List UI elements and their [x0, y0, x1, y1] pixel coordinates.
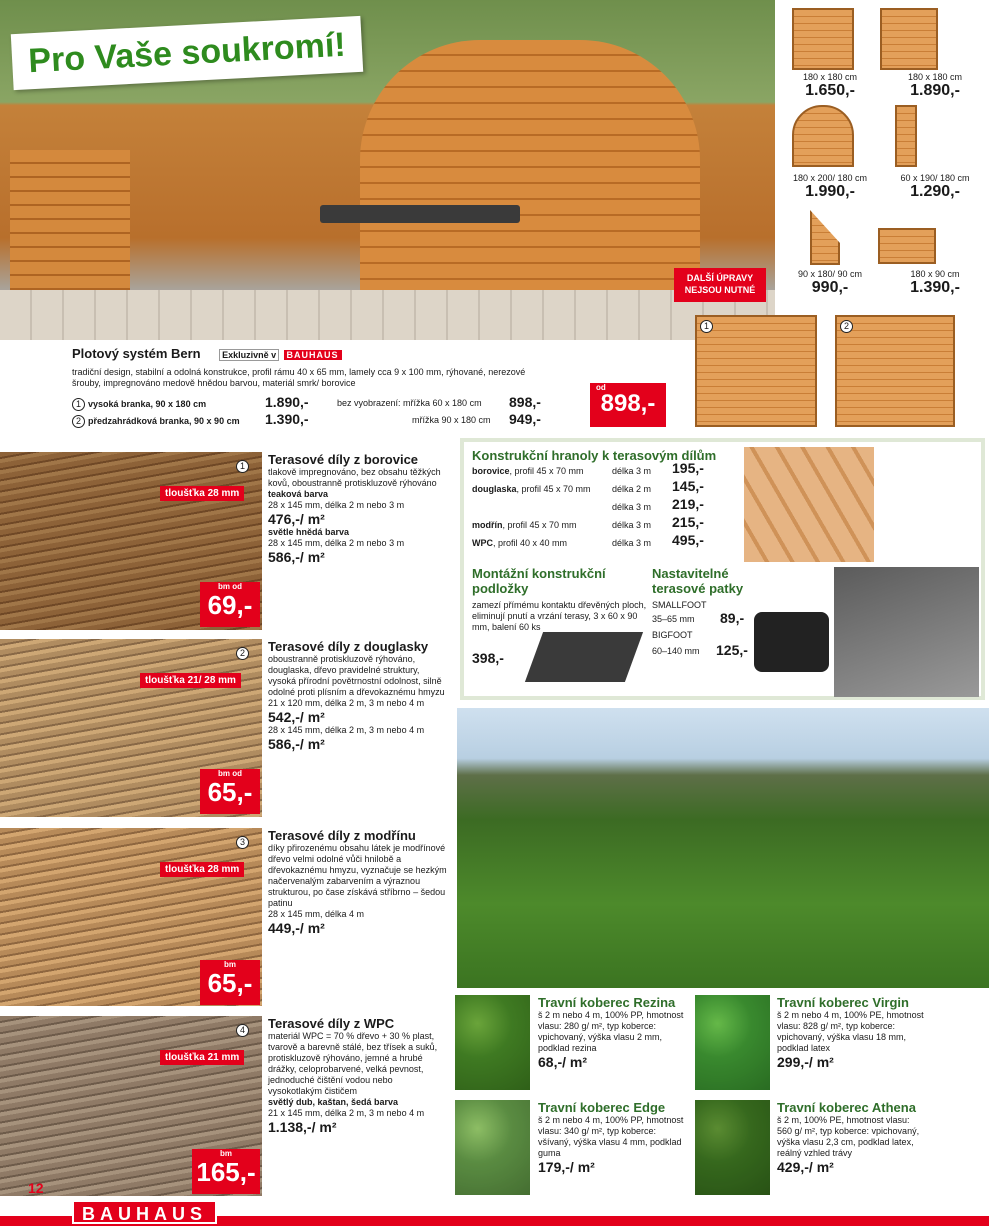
deck-price-badge: bm od 65,-: [200, 769, 260, 814]
bern-alt-price: 898,-: [509, 394, 541, 410]
fence-gate: [10, 150, 130, 310]
bern-description: tradiční design, stabilní a odolná konstrukce, profil rámu 40 x 65 mm, lamely cca 9 x 100 mm, rýhované, nerezové šrouby, impregnováno medově hnědou barvou, materiál smrk/ borovice: [72, 367, 526, 388]
deck-title: Terasové díly z borovice: [268, 452, 419, 467]
carpet-2: Travní koberec Virgin š 2 m nebo 4 m, 100% PE, hmotnost vlasu: 828 g/ m², typ koberce: vpichovaný, výška vlasu 18 mm, podklad latex 299,-/ m²: [777, 995, 924, 1070]
carpet-photo-1: [455, 995, 530, 1090]
bern-alt: bez vyobrazení: mřížka 60 x 180 cm: [337, 398, 482, 408]
deck-card-2: 2 tloušťka 21/ 28 mm bm od 65,- Terasové díly z douglasky oboustranně protiskluzově rýhováno, douglaska, dřevo pravidelné struktury, vysoká přírodní povětrnostní odolnost, silně odolné proti plísním a dřevokaznému hmyzu 21 x 120 mm, délka 2 m, 3 m nebo 4 m 542,-/ m² 28 x 145 mm, délka 2 m, 3 m nebo 4 m 586,-/ m²: [0, 639, 450, 819]
bern-item-2: 2 předzahrádková branka, 90 x 90 cm: [72, 415, 240, 428]
carpet-3: Travní koberec Edge š 2 m nebo 4 m, 100% PP, hmotnost vlasu: 340 g/ m², typ koberce: všívaný, výška vlasu 4 mm, podklad guma 179,-/ m²: [538, 1100, 684, 1175]
fence-price: 990,-: [811, 279, 849, 296]
fence-swatch: [792, 8, 854, 70]
thickness-badge: tloušťka 21 mm: [160, 1050, 244, 1065]
thickness-badge: tloušťka 28 mm: [160, 486, 244, 501]
deck-price-badge: bm od 69,-: [200, 582, 260, 627]
pads-photo: [525, 632, 643, 682]
accessories-box: Konstrukční hranoly k terasovým dílům borovice, profil 45 x 70 mm délka 3 m 195,- douglaska, profil 45 x 70 mm délka 2 m 145,- délka 3 m 219,- modřín, profil 45 x 70 mm délka 3 m 215,- WPC, profil 40 x 40 mm délka 3 m 495,- Montážní konstrukční podložky zamezí přímému kontaktu dřevěných ploch, eliminují pnutí a vrzání terasy, 3 x 60 x 90 mm, balení 60 ks 398,- Nastavitelné terasové patky SMALLFOOT 35–65 mm 89,- BIGFOOT 60–140 mm 125,-: [460, 438, 985, 700]
fence-size: 180 x 180 cm: [907, 72, 963, 82]
fence-price: 1.890,-: [910, 82, 960, 99]
deck-feet-photo: [834, 567, 979, 697]
bern-alt2: mřížka 90 x 180 cm: [412, 415, 491, 425]
thickness-badge: tloušťka 28 mm: [160, 862, 244, 877]
fence-price: 1.650,-: [805, 82, 855, 99]
bern-title: Plotový systém Bern: [72, 346, 201, 361]
deck-title: Terasové díly z douglasky: [268, 639, 429, 654]
feet-photo: [754, 612, 829, 672]
bern-price-1: 1.890,-: [265, 394, 309, 410]
exclusive-label: Exkluzivně v: [219, 349, 279, 361]
deck-card-1: 1 tloušťka 28 mm bm od 69,- Terasové díly z borovice tlakově impregnováno, bez obsahu těžkých kovů, oboustranně protiskluzově rýhováno teaková barva 28 x 145 mm, délka 2 m nebo 3 m 476,-/ m² světle hnědá barva 28 x 145 mm, délka 2 m nebo 3 m 586,-/ m²: [0, 452, 450, 632]
beams-photo: [744, 447, 874, 562]
fence-swatch: [792, 105, 854, 167]
carpet-photo-4: [695, 1100, 770, 1195]
page-number: 12: [28, 1180, 44, 1196]
gate-photo-2: [835, 315, 955, 427]
bauhaus-footer-logo: BAUHAUS: [72, 1200, 217, 1224]
fence-size: 60 x 190/ 180 cm: [900, 173, 970, 183]
fence-price: 1.990,-: [805, 183, 855, 200]
bern-item-1: 1 vysoká branka, 90 x 180 cm: [72, 398, 206, 411]
fence-size: 180 x 200/ 180 cm: [792, 173, 868, 183]
fence-swatch: [878, 228, 936, 264]
gate-number: 2: [840, 320, 853, 333]
pads-title: Montážní konstrukční podložky: [472, 566, 606, 596]
deck-price-badge: bm 165,-: [192, 1149, 260, 1194]
carpet-4: Travní koberec Athena š 2 m, 100% PE, hmotnost vlasu: 560 g/ m², typ koberce: vpichovaný, výška vlasu 2,3 cm, podklad latex, reálný vzhled trávy 429,-/ m²: [777, 1100, 920, 1175]
beams-title: Konstrukční hranoly k terasovým dílům: [472, 448, 717, 463]
bern-alt2-price: 949,-: [509, 411, 541, 427]
fence-panel: [360, 40, 700, 310]
bauhaus-logo: BAUHAUS: [284, 350, 342, 360]
fence-swatch: [880, 8, 938, 70]
fence-swatch: [810, 210, 840, 265]
fence-price: 1.290,-: [910, 183, 960, 200]
fence-size: 90 x 180/ 90 cm: [797, 269, 863, 279]
lawn-photo: [457, 708, 989, 988]
fence-price: 1.390,-: [910, 279, 960, 296]
gate-photo-1: [695, 315, 817, 427]
deck-card-4: 4 tloušťka 21 mm bm 165,- Terasové díly z WPC materiál WPC = 70 % dřevo + 30 % plast, tvarově a barevně stálé, bez třísek a suků, protiskluzově rýhováno, jemné a hrubé drážky, celoprobarvené, velká pevnost, jednoduché čištění vodou nebo vysokotlakým čističem světlý dub, kaštan, šedá barva 21 x 145 mm, délka 2 m, 3 m nebo 4 m 1.138,-/ m²: [0, 1016, 450, 1196]
carpet-photo-2: [695, 995, 770, 1090]
deck-price-badge: bm 65,-: [200, 960, 260, 1005]
deck-floor: [0, 290, 775, 340]
garden-table: [320, 205, 520, 223]
gate-number: 1: [700, 320, 713, 333]
bern-price-2: 1.390,-: [265, 411, 309, 427]
fence-options: [780, 0, 989, 310]
fence-swatch: [895, 105, 917, 167]
deck-title: Terasové díly z WPC: [268, 1016, 395, 1031]
bern-section: [72, 345, 632, 389]
feet-title: Nastavitelné terasové patky: [652, 566, 744, 596]
bern-from-badge: od 898,-: [590, 383, 666, 427]
deck-card-3: 3 tloušťka 28 mm bm 65,- Terasové díly z modřínu díky přirozenému obsahu látek je modřínové dřevo velmi odolné vůči hnilobě a dřevokaznému hmyzu, vyznačuje se hezkým načervenalým zabarvením a výraznou strukturou, po čase získává stříbrno – šedou patinu 28 x 145 mm, délka 4 m 449,-/ m²: [0, 828, 450, 1008]
thickness-badge: tloušťka 21/ 28 mm: [140, 673, 241, 688]
carpet-1: Travní koberec Rezina š 2 m nebo 4 m, 100% PP, hmotnost vlasu: 280 g/ m², typ koberce: vpichovaný, výška vlasu 2 mm, podklad rezina 68,-/ m²: [538, 995, 684, 1070]
note-badge: DALŠÍ ÚPRAVY NEJSOU NUTNÉ: [674, 268, 766, 302]
page-title: Pro Vaše soukromí!: [27, 25, 347, 80]
deck-title: Terasové díly z modřínu: [268, 828, 416, 843]
fence-size: 180 x 90 cm: [910, 269, 960, 279]
fence-size: 180 x 180 cm: [802, 72, 858, 82]
carpet-photo-3: [455, 1100, 530, 1195]
